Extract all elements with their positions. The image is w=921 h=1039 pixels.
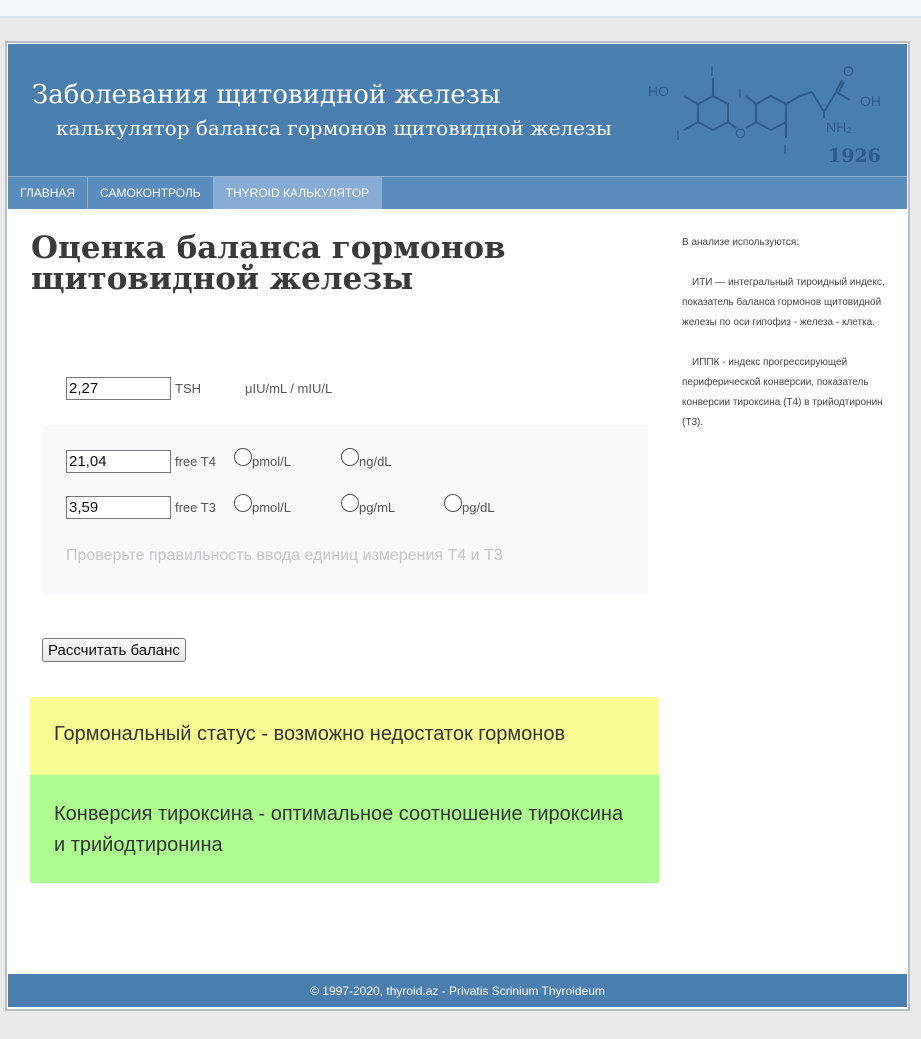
molecule-ring-right bbox=[756, 96, 786, 130]
footer-copyright: © 1997-2020, thyroid.az - Privatis Scrinium Thyroideum bbox=[310, 983, 605, 998]
molecule-o: O bbox=[735, 125, 746, 141]
t4-row bbox=[66, 450, 216, 473]
units-hint: Проверьте правильность ввода единиц измерения Т4 и Т3 bbox=[66, 547, 503, 564]
t3-option-pgml-label: pg/mL bbox=[359, 499, 396, 515]
nav-item-self-control[interactable]: САМОКОНТРОЛЬ bbox=[88, 177, 214, 209]
t3-radio-pgml[interactable] bbox=[341, 494, 359, 512]
t4-option-pmol[interactable] bbox=[234, 452, 291, 470]
t4-label: free T4 bbox=[175, 454, 216, 469]
nav-item-thyroid-calculator[interactable]: THYROID КАЛЬКУЛЯТОР bbox=[214, 177, 382, 209]
browser-bottom-bar bbox=[0, 1011, 921, 1039]
thyroxine-molecule-icon bbox=[638, 56, 888, 168]
t3-label: free T3 bbox=[175, 500, 216, 515]
t4-option-ngdl-label: ng/dL bbox=[359, 453, 392, 469]
molecule-i-top-right: I bbox=[738, 85, 742, 101]
main-nav bbox=[8, 176, 907, 209]
hormonal-status-result: Гормональный статус - возможно недостаток гормонов bbox=[30, 697, 659, 775]
site-title: Заболевания щитовидной железы bbox=[32, 80, 501, 110]
molecule-oh: OH bbox=[860, 93, 881, 109]
molecule-i-bottom-right: I bbox=[783, 141, 787, 157]
tsh-row bbox=[66, 377, 332, 400]
site-subtitle: калькулятор баланса гормонов щитовидной железы bbox=[56, 116, 612, 140]
calculate-button[interactable]: Рассчитать баланс bbox=[42, 638, 186, 662]
molecule-i-bottom-left: I bbox=[676, 127, 680, 143]
t4-option-ngdl[interactable] bbox=[341, 452, 392, 470]
molecule-ho: HO bbox=[648, 83, 669, 99]
t3-option-pmol[interactable] bbox=[234, 498, 291, 516]
t3-option-pgdl[interactable] bbox=[444, 498, 495, 516]
molecule-year: 1926 bbox=[828, 145, 881, 167]
sidebar-ippk: ИППК - индекс прогрессирующей периферической конверсии, показатель конверсии тироксина (Т4) в трийодтиронин (Т3). bbox=[682, 357, 883, 428]
t3-input[interactable] bbox=[66, 496, 171, 519]
t3-radio-pgdl[interactable] bbox=[444, 494, 462, 512]
t3-radio-pmol[interactable] bbox=[234, 494, 252, 512]
page-title: Оценка баланса гормонов щитовидной железы bbox=[31, 230, 506, 297]
t3-option-pgml[interactable] bbox=[341, 498, 395, 516]
t4-option-pmol-label: pmol/L bbox=[252, 453, 292, 469]
sidebar-intro: В анализе используются: bbox=[682, 237, 800, 248]
nav-item-home[interactable]: ГЛАВНАЯ bbox=[8, 177, 88, 209]
t3-option-pgdl-label: pg/dL bbox=[462, 499, 495, 515]
t3-option-pmol-label: pmol/L bbox=[252, 499, 292, 515]
sidebar-iti: ИТИ — интегральный тироидный индекс, показатель баланса гормонов щитовидной железы по оси гипофиз - железа - клетка. bbox=[682, 277, 885, 328]
t4-radio-pmol[interactable] bbox=[234, 448, 252, 466]
site-header bbox=[8, 44, 907, 176]
conversion-result: Конверсия тироксина - оптимальное соотношение тироксина и трийодтиронина bbox=[30, 775, 659, 883]
molecule-nh2: NH₂ bbox=[826, 119, 852, 135]
tsh-unit: μIU/mL / mIU/L bbox=[245, 381, 333, 396]
site-footer bbox=[8, 974, 907, 1007]
molecule-i-top-left: I bbox=[710, 63, 714, 79]
sidebar bbox=[682, 233, 892, 453]
t4-input[interactable] bbox=[66, 450, 171, 473]
browser-top-strip bbox=[0, 0, 921, 18]
tsh-label: TSH bbox=[175, 381, 201, 396]
page-frame bbox=[5, 41, 910, 1011]
t4-radio-ngdl[interactable] bbox=[341, 448, 359, 466]
molecule-ring-left bbox=[698, 96, 728, 130]
tsh-input[interactable] bbox=[66, 377, 171, 400]
molecule-o-acid: O bbox=[843, 63, 854, 79]
t3-row bbox=[66, 496, 216, 519]
